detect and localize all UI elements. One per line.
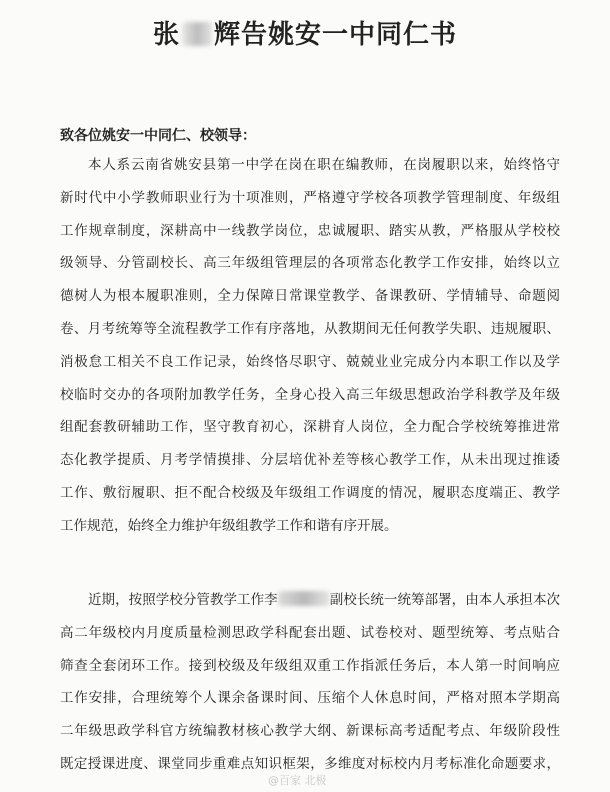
line-after-name: 副校长统一统筹部署，由本人承担本次: [329, 592, 561, 608]
text-line: 工作、敷衍履职、拒不配合校级及年级组工作调度的情况，履职态度端正、教学: [60, 484, 560, 501]
paragraph-1: [60, 149, 560, 543]
text-line: 工作规章制度，深耕高中一线教学岗位，忠诚履职、踏实从教，严格服从学校校: [60, 222, 560, 239]
title-prefix: 张: [152, 20, 180, 50]
text-line: 本人系云南省姚安县第一中学在岗在职在编教师，在岗履职以来，始终恪守: [88, 157, 560, 173]
text-line: 级领导、分管副校长、高三年级组管理层的各项常态化教学工作安排，始终以立: [60, 255, 560, 272]
text-line: 工作安排，合理统筹个人课余备课时间、压缩个人休息时间，严格对照本学期高: [60, 690, 560, 707]
text-line: 组配套教研辅助工作，坚守教育初心，深耕育人岗位，全力配合学校统筹推进常: [60, 419, 560, 436]
line-before-name: 近期，按照学校分管教学工作李: [88, 592, 278, 608]
text-line: 工作规范，始终全力维护年级组教学工作和谐有序开展。: [60, 517, 398, 534]
watermark: @百家 北极: [268, 774, 327, 787]
text-line: 校临时交办的各项附加教学任务，全身心投入高三年级思想政治学科教学及年级: [60, 386, 560, 403]
blurred-name: [182, 22, 212, 46]
text-line: 既定授课进度、课堂同步重难点知识框架，多维度对标校内月考标准化命题要求，: [60, 755, 560, 772]
text-line: [60, 584, 560, 617]
text-line: 德树人为根本履职准则，全力保障日常课堂教学、备课教研、学情辅导、命题阅: [60, 288, 560, 305]
text-line: 卷、月考统筹等全流程教学工作有序落地，从教期间无任何教学失职、违规履职、: [60, 320, 560, 337]
blurred-name: [278, 591, 330, 606]
text-line: 二年级思政学科官方统编教材核心教学大纲、新课标高考适配考点、年级阶段性: [60, 723, 560, 740]
paragraph-2: [60, 584, 560, 781]
salutation: 致各位姚安一中同仁、校领导：: [60, 128, 256, 144]
text-line: 新时代中小学教师职业行为十项准则，严格遵守学校各项教学管理制度、年级组: [60, 189, 560, 206]
text-line: 筛查全套闭环工作。接到校级及年级组双重工作指派任务后，本人第一时间响应: [60, 657, 560, 674]
title-suffix: 辉告姚安一中同仁书: [214, 20, 458, 50]
text-line: 态化教学提质、月考学情摸排、分层培优补差等核心教学工作，从未出现过推诿: [60, 452, 560, 469]
text-line: 消极怠工相关不良工作记录，始终恪尽职守、兢兢业业完成分内本职工作以及学: [60, 353, 560, 370]
text-line: 高二年级校内月度质量检测思政学科配套出题、试卷校对、题型统筹、考点贴合: [60, 624, 560, 641]
page-title: [0, 14, 610, 51]
